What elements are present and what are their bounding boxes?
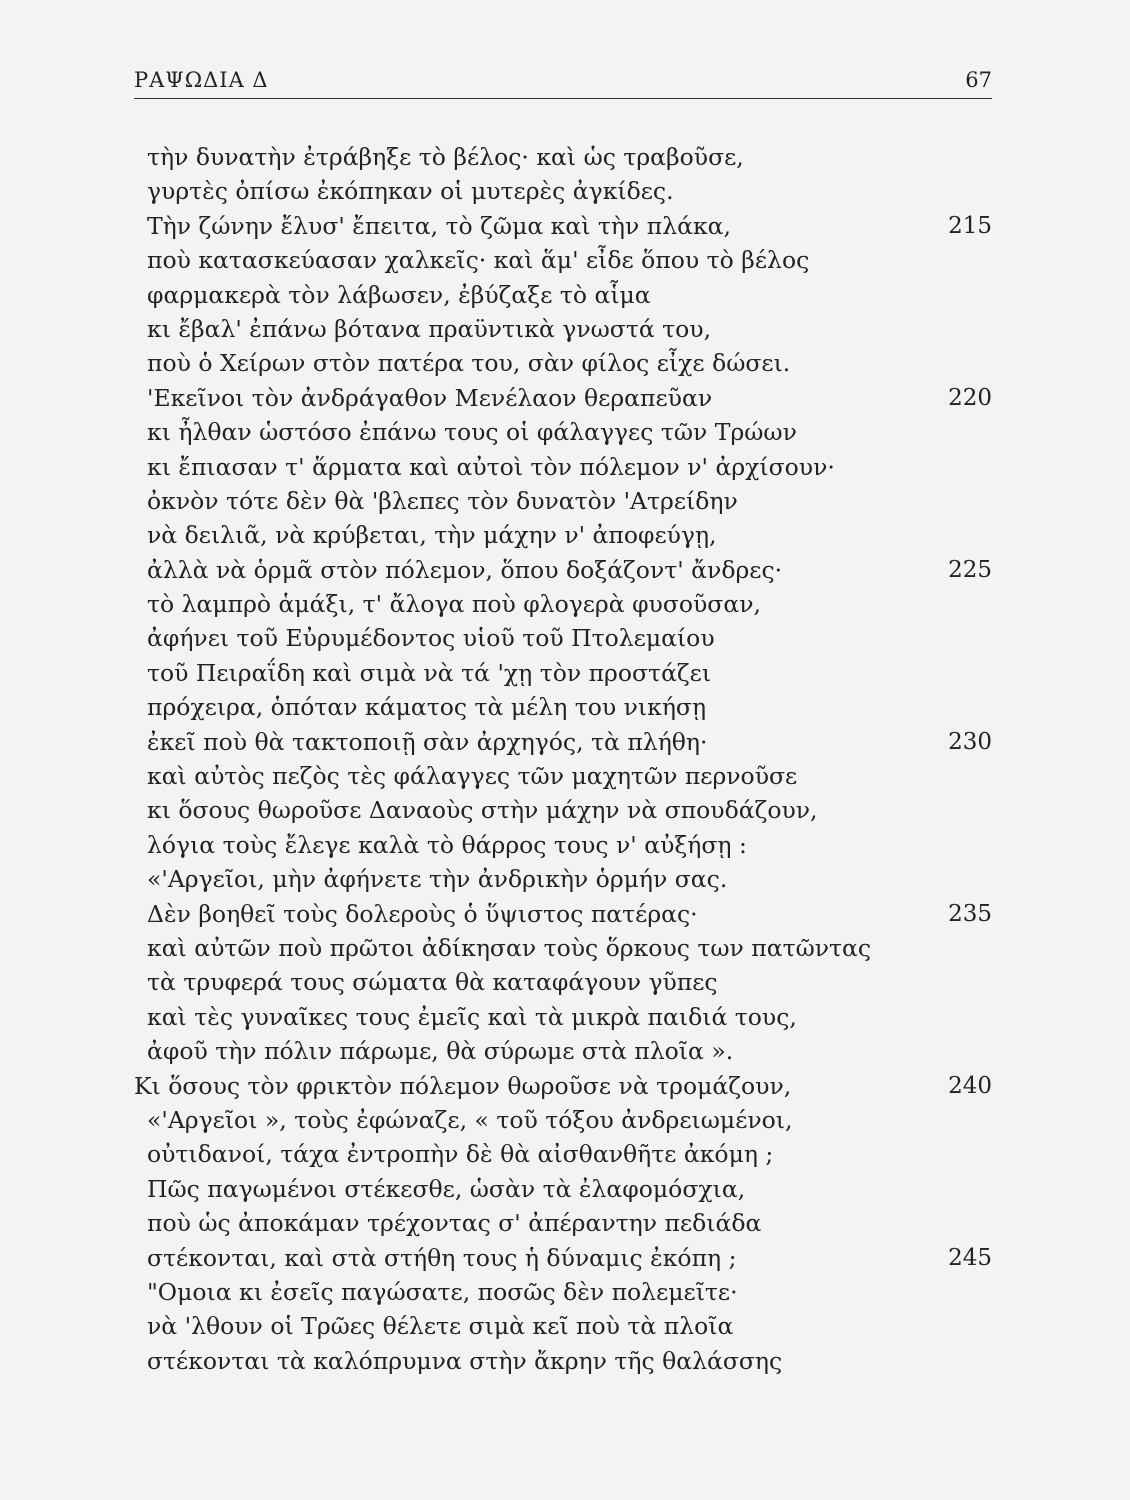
verse-line (0, 656, 1130, 690)
verse-line (0, 621, 1130, 655)
verse-block (0, 140, 1130, 1378)
verse-line (0, 1344, 1130, 1378)
verse-text: καὶ αὐτὸς πεζὸς τὲς φάλαγγες τῶν μαχητῶν περνοῦσε (147, 762, 798, 791)
verse-line (0, 174, 1130, 208)
verse-text: στέκονται, καὶ στὰ στήθη τους ἡ δύναμις ἐκόπη ; (147, 1243, 737, 1272)
verse-line (0, 931, 1130, 965)
verse-line (0, 587, 1130, 621)
verse-text: ἀλλὰ νὰ ὁρμᾶ στὸν πόλεμον, ὅπου δοξάζοντ' ἄνδρες· (147, 555, 783, 584)
verse-text: Πῶς παγωμένοι στέκεσθε, ὡσὰν τὰ ἐλαφομόσχια, (147, 1174, 746, 1203)
verse-line (0, 1069, 1130, 1103)
verse-text: οὐτιδανοί, τάχα ἐντροπὴν δὲ θὰ αἰσθανθῆτε ἀκόμη ; (147, 1140, 774, 1169)
header-rule (134, 98, 992, 99)
verse-text: 'Εκεῖνοι τὸν ἀνδράγαθον Μενέλαον θεραπεῦαν (147, 383, 713, 412)
verse-text: λόγια τοὺς ἔλεγε καλὰ τὸ θάρρος τους ν' αὐξήσῃ : (147, 830, 747, 859)
verse-number: 215 (948, 212, 992, 239)
verse-text: ποὺ ὁ Χείρων στὸν πατέρα του, σὰν φίλος εἶχε δώσει. (147, 349, 791, 378)
verse-number: 235 (948, 900, 992, 927)
verse-line (0, 1309, 1130, 1343)
verse-text: «'Αργεῖοι, μὴν ἀφήνετε τὴν ἀνδρικὴν ὁρμήν σας. (147, 865, 728, 894)
verse-line (0, 1137, 1130, 1171)
verse-line (0, 1172, 1130, 1206)
verse-line (0, 518, 1130, 552)
verse-text: κι ἔβαλ' ἐπάνω βότανα πραϋντικὰ γνωστά του, (147, 314, 712, 343)
verse-text: ποὺ ὡς ἀποκάμαν τρέχοντας σ' ἀπέραντην πεδιάδα (147, 1209, 762, 1238)
verse-number: 245 (948, 1244, 992, 1271)
verse-text: "Ομοια κι ἐσεῖς παγώσατε, ποσῶς δὲν πολεμεῖτε· (147, 1277, 738, 1306)
verse-text: νὰ δειλιᾶ, νὰ κρύβεται, τὴν μάχην ν' ἀποφεύγῃ, (147, 521, 717, 550)
verse-line (0, 1241, 1130, 1275)
verse-number: 230 (948, 728, 992, 755)
verse-text: Δὲν βοηθεῖ τοὺς δολεροὺς ὁ ὕψιστος πατέρας· (147, 899, 698, 928)
verse-line (0, 690, 1130, 724)
verse-number: 240 (948, 1072, 992, 1099)
verse-text: καὶ τὲς γυναῖκες τους ἐμεῖς καὶ τὰ μικρὰ παιδιά τους, (147, 1002, 797, 1031)
verse-text: τοῦ Πειραΐδη καὶ σιμὰ νὰ τά 'χῃ τὸν προστάζει (147, 658, 712, 687)
verse-line (0, 862, 1130, 896)
verse-line (0, 1034, 1130, 1068)
verse-text: κι ἔπιασαν τ' ἅρματα καὶ αὐτοὶ τὸν πόλεμον ν' ἀρχίσουν· (147, 452, 835, 481)
verse-text: γυρτὲς ὀπίσω ἐκόπηκαν οἱ μυτερὲς ἀγκίδες. (147, 177, 674, 206)
verse-line (0, 759, 1130, 793)
verse-line (0, 346, 1130, 380)
verse-text: ἀφήνει τοῦ Εὐρυμέδοντος υἱοῦ τοῦ Πτολεμαίου (147, 624, 715, 653)
verse-line (0, 450, 1130, 484)
verse-line (0, 1000, 1130, 1034)
verse-text: φαρμακερὰ τὸν λάβωσεν, ἐβύζαξε τὸ αἷμα (147, 280, 651, 309)
verse-text: κι ὅσους θωροῦσε Δαναοὺς στὴν μάχην νὰ σπουδάζουν, (147, 796, 818, 825)
verse-line (0, 209, 1130, 243)
verse-line (0, 793, 1130, 827)
verse-line (0, 381, 1130, 415)
verse-text: τὰ τρυφερά τους σώματα θὰ καταφάγουν γῦπες (147, 968, 718, 997)
verse-number: 225 (948, 556, 992, 583)
verse-line (0, 484, 1130, 518)
verse-line (0, 897, 1130, 931)
verse-text: τὸ λαμπρὸ ἁμάξι, τ' ἄλογα ποὺ φλογερὰ φυσοῦσαν, (147, 590, 761, 619)
verse-text: στέκονται τὰ καλόπρυμνα στὴν ἄκρην τῆς θαλάσσης (147, 1346, 783, 1375)
verse-text: πρόχειρα, ὁπόταν κάματος τὰ μέλη του νικήσῃ (147, 693, 707, 722)
verse-text: Τὴν ζώνην ἔλυσ' ἔπειτα, τὸ ζῶμα καὶ τὴν πλάκα, (147, 211, 731, 240)
verse-line (0, 828, 1130, 862)
verse-text: ἀφοῦ τὴν πόλιν πάρωμε, θὰ σύρωμε στὰ πλοῖα ». (147, 1037, 734, 1066)
verse-line (0, 140, 1130, 174)
verse-line (0, 243, 1130, 277)
verse-line (0, 278, 1130, 312)
verse-text: νὰ 'λθουν οἱ Τρῶες θέλετε σιμὰ κεῖ ποὺ τὰ πλοῖα (147, 1312, 734, 1341)
verse-text: ποὺ κατασκεύασαν χαλκεῖς· καὶ ἅμ' εἶδε ὅπου τὸ βέλος (147, 246, 810, 275)
verse-line (0, 1275, 1130, 1309)
verse-line (0, 725, 1130, 759)
verse-line (0, 415, 1130, 449)
verse-text: ὀκνὸν τότε δὲν θὰ 'βλεπες τὸν δυνατὸν 'Ατρείδην (147, 486, 738, 515)
verse-text: τὴν δυνατὴν ἐτράβηξε τὸ βέλος· καὶ ὡς τραβοῦσε, (147, 143, 744, 171)
verse-line (0, 965, 1130, 999)
verse-number: 220 (948, 384, 992, 411)
verse-line (0, 312, 1130, 346)
verse-line (0, 1206, 1130, 1240)
verse-line (0, 553, 1130, 587)
verse-text: ἐκεῖ ποὺ θὰ τακτοποιῇ σὰν ἀρχηγός, τὰ πλήθη· (147, 727, 708, 756)
page-number: 67 (965, 68, 992, 92)
verse-text: Κι ὅσους τὸν φρικτὸν πόλεμον θωροῦσε νὰ τρομάζουν, (134, 1071, 792, 1100)
verse-text: κι ἦλθαν ὡστόσο ἐπάνω τους οἱ φάλαγγες τῶν Τρώων (147, 418, 797, 447)
verse-line (0, 1103, 1130, 1137)
verse-text: καὶ αὐτῶν ποὺ πρῶτοι ἀδίκησαν τοὺς ὅρκους των πατῶντας (147, 933, 872, 962)
verse-text: «'Αργεῖοι », τοὺς ἐφώναζε, « τοῦ τόξου ἀνδρειωμένοι, (147, 1105, 793, 1134)
running-head: ΡΑΨΩΔΙΑ Δ (134, 68, 269, 92)
